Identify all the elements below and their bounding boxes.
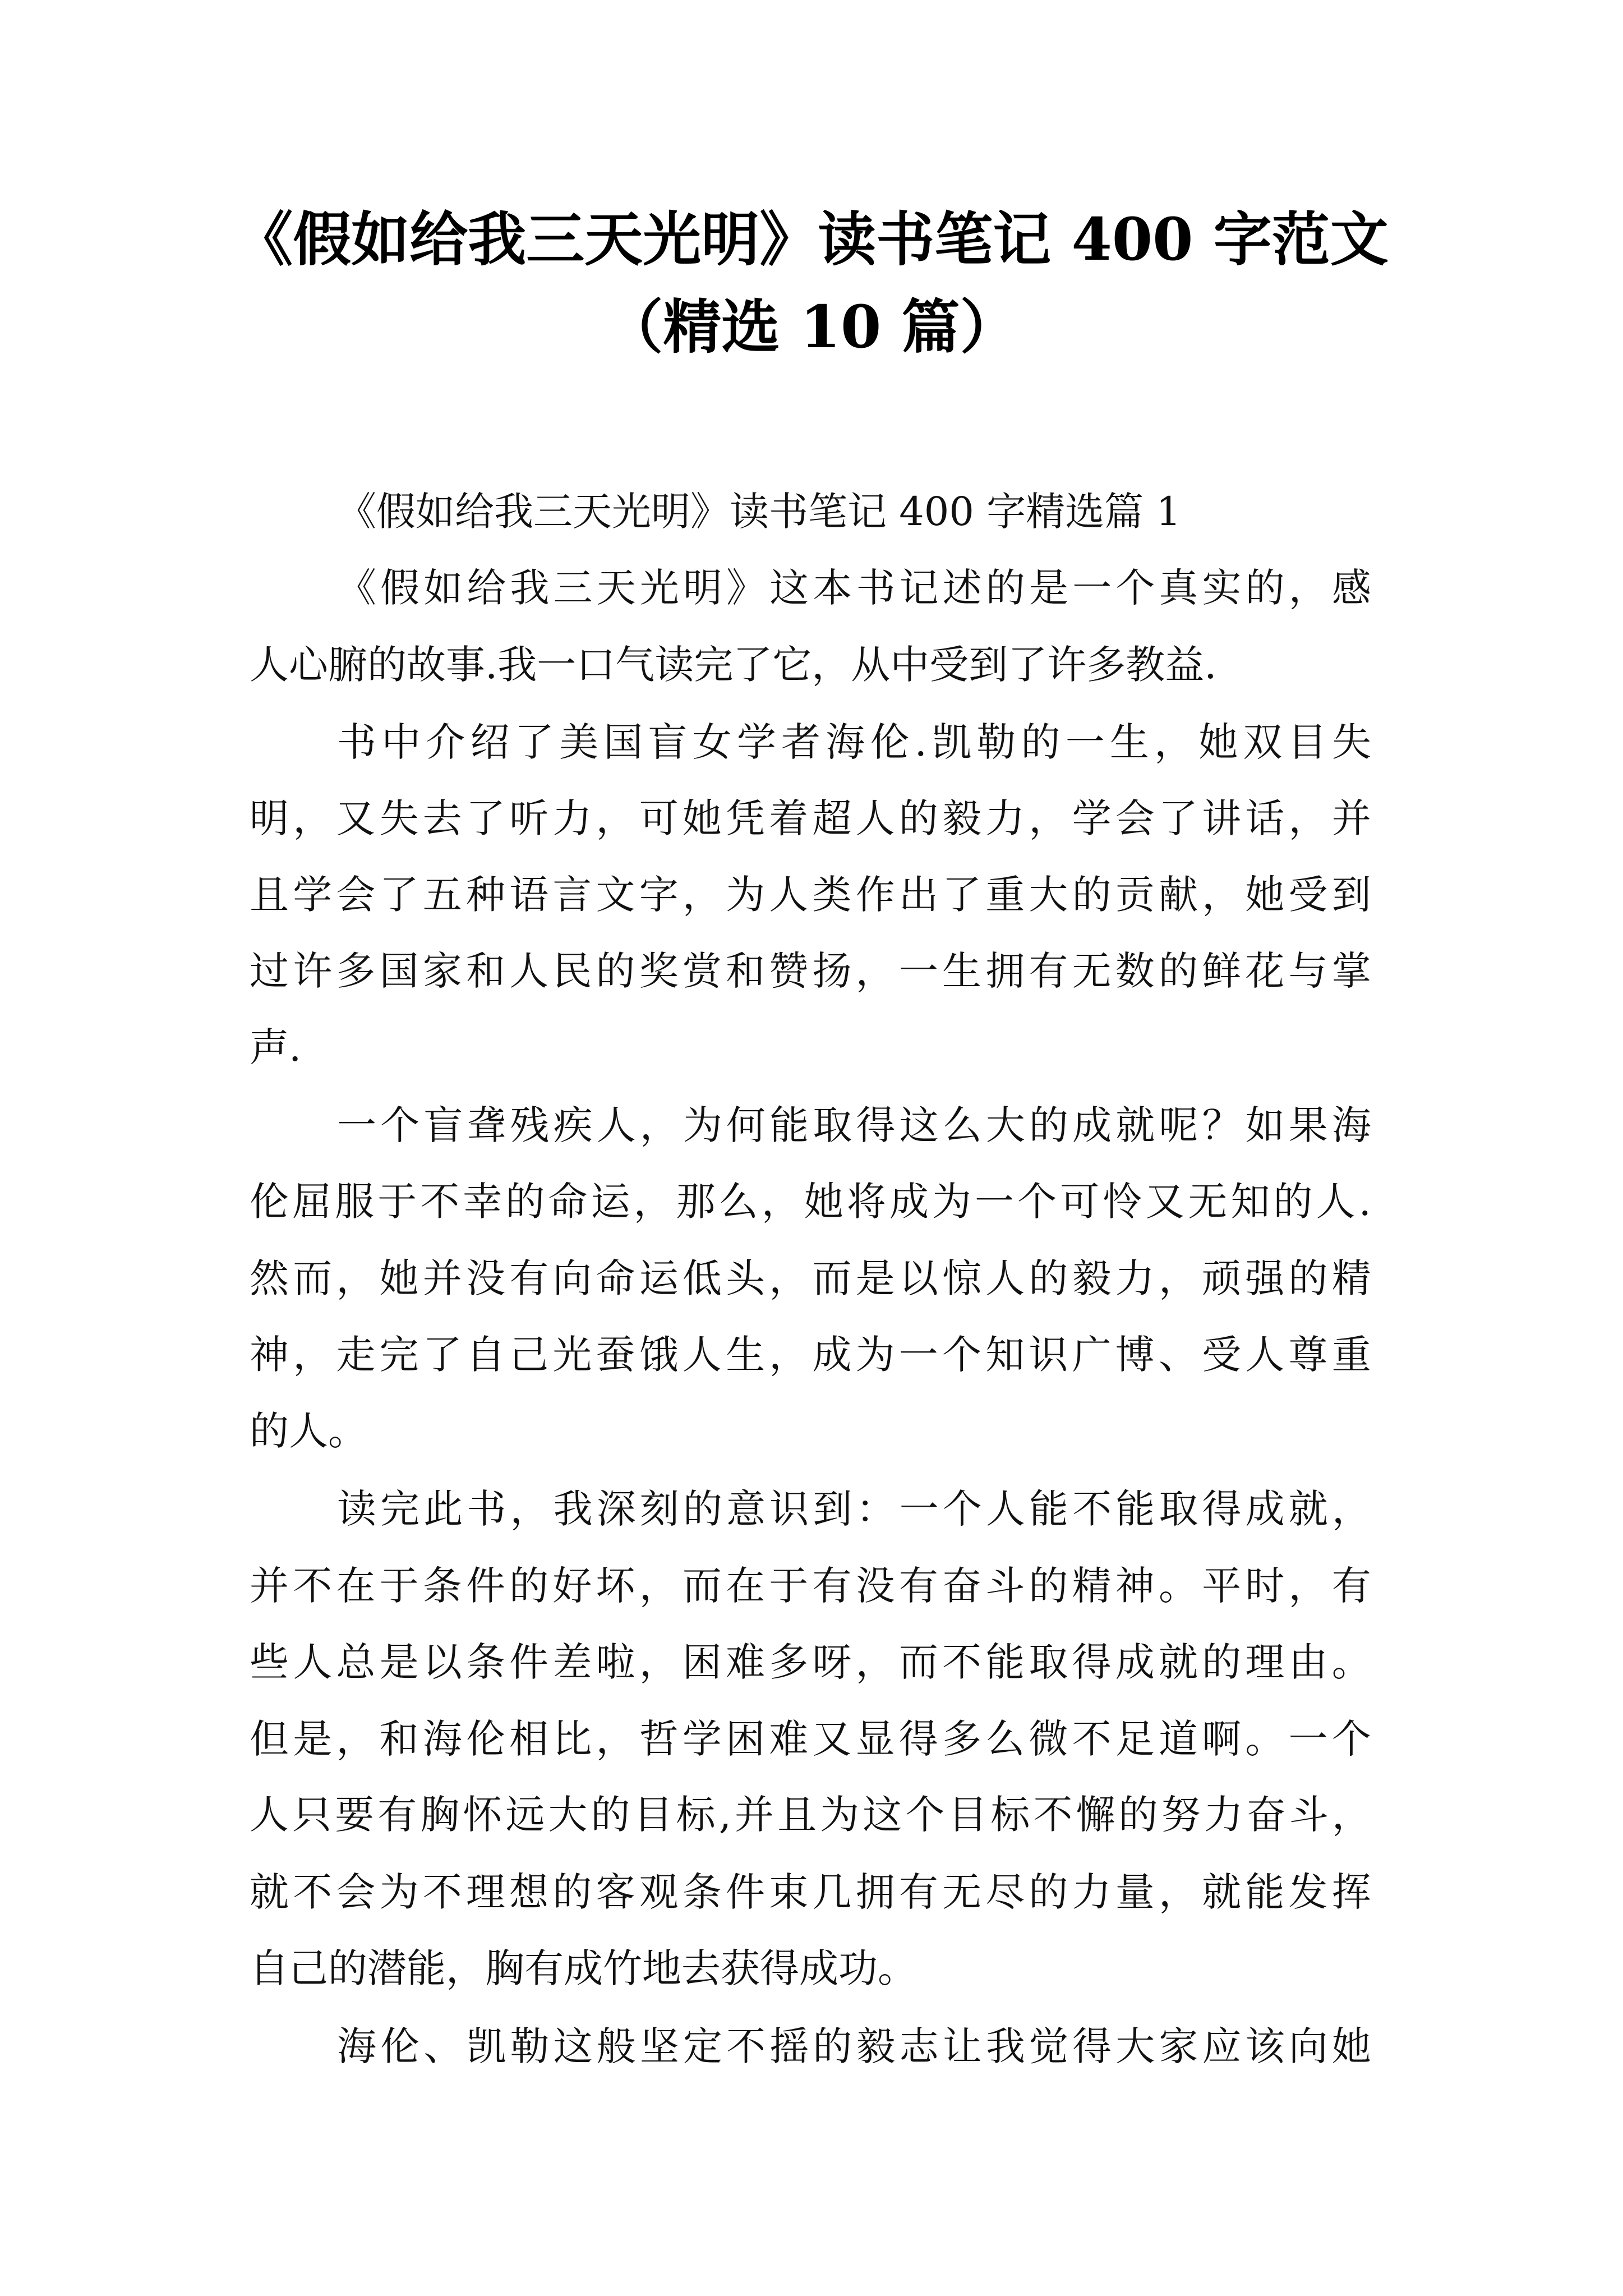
paragraph-line: 读 完 此 书 ， 我 深 刻 的 意 识 到 ： 一 个 人 能 不 能 取 得 成 就 ，	[337, 1486, 1371, 1532]
paragraph-line: 明 ， 又 失 去 了 听 力 ， 可 她 凭 着 超 人 的 毅 力 ， 学 会 了 讲 话 ， 并	[250, 795, 1371, 841]
document-title-line-1: 《假如给我三天光明》读书笔记 400 字范文	[234, 205, 1389, 274]
paragraph-line: 声.	[250, 1024, 302, 1070]
paragraph-line: 伦 屈 服 于 不 幸 的 命 运 ， 那 么 ， 她 将 成 为 一 个 可 怜 又 无 知 的 人 .	[250, 1179, 1371, 1225]
paragraph-line: 过 许 多 国 家 和 人 民 的 奖 赏 和 赞 扬 ， 一 生 拥 有 无 数 的 鲜 花 与 掌	[250, 948, 1371, 994]
paragraph-line: 且 学 会 了 五 种 语 言 文 字 ， 为 人 类 作 出 了 重 大 的 贡 献 ， 她 受 到	[250, 872, 1371, 918]
paragraph-line: 的人。	[250, 1408, 367, 1454]
paragraph-line: 就 不 会 为 不 理 想 的 客 观 条 件 束 几 拥 有 无 尽 的 力 量 ， 就 能 发 挥	[250, 1869, 1371, 1915]
paragraph-line: 《假如给我三天光明》读书笔记 400 字精选篇 1	[337, 489, 1181, 535]
paragraph-line: 人心腑的故事.我一口气读完了它，从中受到了许多教益.	[250, 642, 1217, 688]
document-title-line-2: （精选 10 篇）	[605, 292, 1018, 361]
paragraph-line: 并 不 在 于 条 件 的 好 坏 ， 而 在 于 有 没 有 奋 斗 的 精 神 。 平 时 ， 有	[250, 1563, 1371, 1609]
paragraph-line: 《 假 如 给 我 三 天 光 明 》 这 本 书 记 述 的 是 一 个 真 实 的 ， 感	[337, 565, 1371, 611]
paragraph-line: 些 人 总 是 以 条 件 差 啦 ， 困 难 多 呀 ， 而 不 能 取 得 成 就 的 理 由 。	[250, 1639, 1371, 1685]
paragraph-line: 神 ， 走 完 了 自 己 光 蚕 饿 人 生 ， 成 为 一 个 知 识 广 博 、 受 人 尊 重	[250, 1332, 1371, 1378]
paragraph-line: 人 只 要 有 胸 怀 远 大 的 目 标 , 并 且 为 这 个 目 标 不 懈 的 努 力 奋 斗 ，	[250, 1792, 1371, 1838]
paragraph-line: 书 中 介 绍 了 美 国 盲 女 学 者 海 伦 . 凯 勒 的 一 生 ， 她 双 目 失	[337, 719, 1371, 765]
paragraph-line: 海 伦 、 凯 勒 这 般 坚 定 不 摇 的 毅 志 让 我 觉 得 大 家 应 该 向 她	[337, 2023, 1371, 2069]
paragraph-line: 然 而 ， 她 并 没 有 向 命 运 低 头 ， 而 是 以 惊 人 的 毅 力 ， 顽 强 的 精	[250, 1255, 1371, 1301]
paragraph-line: 但 是 ， 和 海 伦 相 比 ， 哲 学 困 难 又 显 得 多 么 微 不 足 道 啊 。 一 个	[250, 1716, 1371, 1762]
paragraph-line: 自己的潜能，胸有成竹地去获得成功。	[250, 1945, 917, 1991]
paragraph-line: 一 个 盲 聋 残 疾 人 ， 为 何 能 取 得 这 么 大 的 成 就 呢 ？ 如 果 海	[337, 1102, 1371, 1148]
